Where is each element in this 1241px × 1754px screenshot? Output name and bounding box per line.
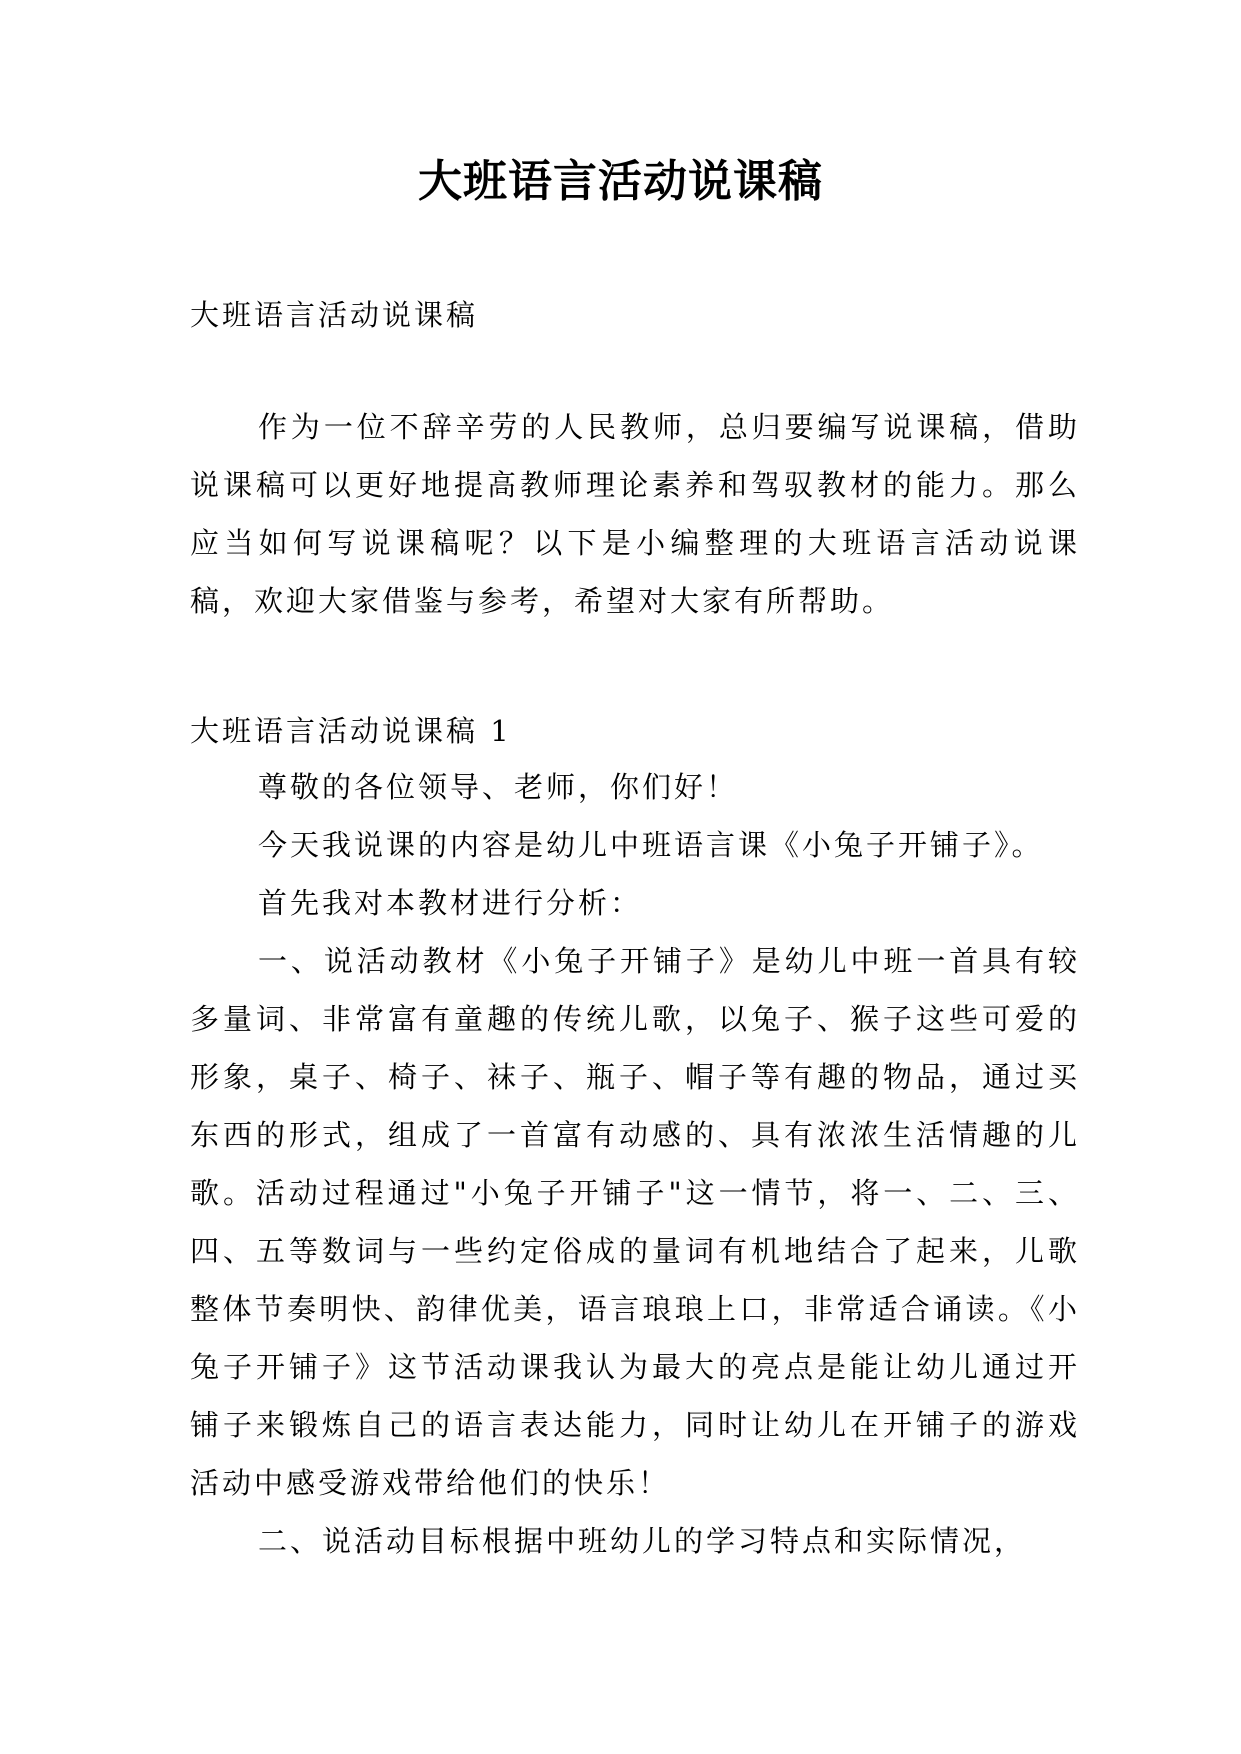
intro-paragraph: 作为一位不辞辛劳的人民教师，总归要编写说课稿，借助说课稿可以更好地提高教师理论素养和驾驭教材的能力。那么应当如何写说课稿呢？以下是小编整理的大班语言活动说课稿，欢迎大家借鉴与参考，希望对大家有所帮助。 (190, 410, 1080, 618)
analysis-intro-paragraph: 首先我对本教材进行分析： (258, 886, 643, 920)
goals-paragraph: 二、说活动目标根据中班幼儿的学习特点和实际情况， (258, 1524, 1027, 1558)
material-analysis-paragraph: 一、说活动教材《小兔子开铺子》是幼儿中班一首具有较多量词、非常富有童趣的传统儿歌，以兔子、猴子这些可爱的形象，桌子、椅子、袜子、瓶子、帽子等有趣的物品，通过买东西的形式，组成了一首富有动感的、具有浓浓生活情趣的儿歌。活动过程通过"小兔子开铺子"这一情节，将一、二、三、四、五等数词与一些约定俗成的量词有机地结合了起来，儿歌整体节奏明快、韵律优美，语言琅琅上口，非常适合诵读。《小兔子开铺子》这节活动课我认为最大的亮点是能让幼儿通过开铺子来锻炼自己的语言表达能力，同时让幼儿在开铺子的游戏活动中感受游戏带给他们的快乐！ (190, 944, 1080, 1500)
document-title: 大班语言活动说课稿 (418, 156, 823, 207)
greeting-paragraph: 尊敬的各位领导、老师，你们好！ (258, 770, 739, 804)
section-body (190, 758, 1080, 1570)
content-paragraph: 今天我说课的内容是幼儿中班语言课《小兔子开铺子》。 (258, 828, 1044, 862)
section-heading: 大班语言活动说课稿 1 (190, 714, 512, 748)
document-subtitle: 大班语言活动说课稿 (190, 298, 479, 332)
